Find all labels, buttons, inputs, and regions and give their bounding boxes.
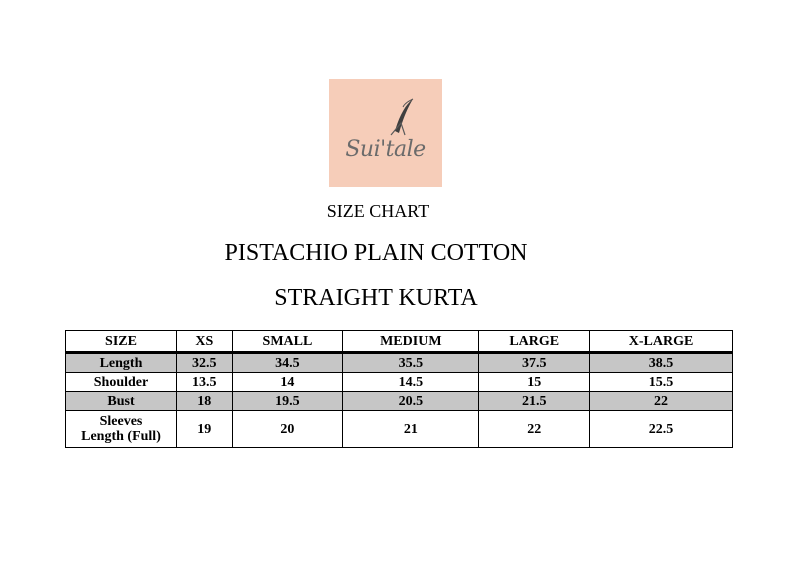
product-title-line2: STRAIGHT KURTA [274,285,478,311]
table-row-length [66,353,733,373]
row-label: Shoulder [66,373,177,392]
table-cell: 15 [479,373,590,392]
table-cell: 22.5 [590,411,733,448]
table-cell: 34.5 [232,353,343,373]
size-chart-label: SIZE CHART [326,201,430,221]
table-cell: 14.5 [343,373,479,392]
table-cell: 13.5 [177,373,233,392]
table-cell: 21.5 [479,392,590,411]
table-cell: 22 [479,411,590,448]
table-row-bust [66,392,733,411]
logo-swirl-icon [329,79,442,187]
table-cell: 38.5 [590,353,733,373]
column-header-size: SIZE [66,331,177,353]
table-row-shoulder [66,373,733,392]
table-cell: 19 [177,411,233,448]
logo-text: Sui'tale [345,137,426,162]
column-header-large: LARGE [479,331,590,353]
table-cell: 20.5 [343,392,479,411]
row-label: Length [66,353,177,373]
table-cell: 14 [232,373,343,392]
table-cell: 32.5 [177,353,233,373]
table-cell: 18 [177,392,233,411]
column-header-x-large: X-LARGE [590,331,733,353]
column-header-medium: MEDIUM [343,331,479,353]
table-cell: 15.5 [590,373,733,392]
table-cell: 19.5 [232,392,343,411]
table-cell: 37.5 [479,353,590,373]
table-cell: 21 [343,411,479,448]
table-header-row [66,331,733,353]
table-cell: 20 [232,411,343,448]
row-label-line2: Length (Full) [81,429,161,444]
table-cell: 22 [590,392,733,411]
size-table [65,330,733,448]
row-label: Bust [66,392,177,411]
table-cell: 35.5 [343,353,479,373]
table-row-sleeves [66,411,733,448]
product-title-line1: PISTACHIO PLAIN COTTON [224,240,528,266]
row-label-line1: Sleeves [99,414,143,429]
row-label [66,411,177,448]
column-header-small: SMALL [232,331,343,353]
brand-logo [329,79,442,187]
column-header-xs: XS [177,331,233,353]
